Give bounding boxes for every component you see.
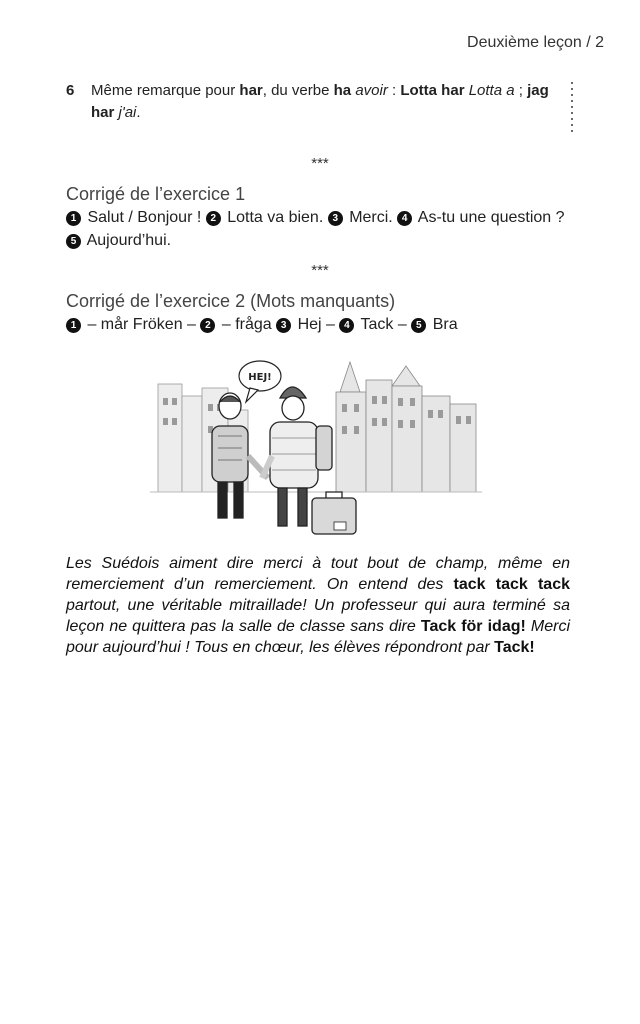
number-badge: 2 — [200, 318, 215, 333]
number-badge: 3 — [328, 211, 343, 226]
number-badge: 5 — [411, 318, 426, 333]
number-badge: 5 — [66, 234, 81, 249]
exercise1-answers-line2 — [66, 232, 171, 250]
answer-text: Lotta va bien. — [227, 209, 324, 226]
paragraph-text: Les Suédois aiment dire merci à tout bout de champ, même en remerciement d’un remerciement. On entend des — [66, 555, 570, 593]
answer-text: – fråga — [221, 316, 272, 333]
number-badge: 1 — [66, 318, 81, 333]
separator-stars: *** — [311, 155, 329, 172]
number-badge: 2 — [206, 211, 221, 226]
number-badge: 3 — [276, 318, 291, 333]
answer-3 — [328, 209, 393, 226]
suitcase — [312, 492, 356, 534]
note-text-part: , du verbe — [262, 82, 334, 99]
number-badge: 4 — [339, 318, 354, 333]
separator-stars: *** — [311, 262, 329, 279]
note-text — [91, 80, 566, 124]
note-text-part: : — [387, 82, 401, 99]
note-text-part: Même remarque pour — [91, 82, 240, 99]
exercise1-title: Corrigé de l’exercice 1 — [66, 184, 246, 204]
answer-text: As-tu une question ? — [417, 209, 565, 226]
note-bold-ha: ha — [333, 82, 352, 99]
note-number: 6 — [66, 82, 75, 99]
answer-2 — [206, 209, 324, 226]
answer-4 — [339, 316, 406, 333]
paragraph-bold-tack: Tack! — [494, 639, 535, 656]
speech-text: HEJ! — [248, 372, 272, 383]
answer-4 — [397, 209, 564, 226]
answer-2 — [200, 316, 271, 333]
note-6 — [66, 80, 566, 124]
paragraph-bold-tack-tack-tack: tack tack tack — [453, 576, 570, 593]
answer-1 — [66, 209, 201, 226]
dotted-margin-rule — [571, 80, 573, 136]
left-person — [212, 393, 268, 518]
number-badge: 4 — [397, 211, 412, 226]
note-italic-avoir: avoir — [355, 82, 388, 99]
exercise2-title: Corrigé de l’exercice 2 (Mots manquants) — [66, 291, 396, 311]
paragraph-text: Merci pour aujourd’hui ! Tous en chœur, les élèves répondront par — [66, 618, 571, 656]
answer-text: Bra — [432, 316, 458, 333]
note-italic-lotta-a: Lotta a — [468, 82, 515, 99]
answer-text: Aujourd’hui. — [86, 232, 172, 249]
answer-text: Salut / Bonjour ! — [87, 209, 202, 226]
note-italic-jai: j'ai — [118, 104, 137, 121]
running-header: Deuxième leçon / 2 — [467, 34, 604, 51]
number-badge: 1 — [66, 211, 81, 226]
exercise1-answers-line1 — [66, 209, 565, 227]
illustration-handshake — [150, 352, 482, 544]
answer-5 — [66, 232, 171, 249]
paragraph-text: partout, une véritable mitraillade! Un professeur qui aura terminé sa leçon ne quittera pas la salle de classe sans dire — [66, 597, 570, 635]
answer-text: – mår Fröken – — [87, 316, 196, 333]
cultural-note-paragraph — [66, 553, 570, 658]
note-bold-lotta-har: Lotta har — [400, 82, 465, 99]
note-text-part: ; — [514, 82, 528, 99]
note-bold-har: har — [239, 82, 263, 99]
note-text-part: . — [136, 104, 141, 121]
exercise2-answers — [66, 316, 458, 334]
answer-3 — [276, 316, 335, 333]
paragraph-bold-tack-for-idag: Tack för idag! — [420, 618, 526, 635]
note-bold-jag-har: jag har — [91, 82, 549, 121]
answer-text: Merci. — [349, 209, 393, 226]
answer-text: Hej – — [297, 316, 335, 333]
answer-text: Tack – — [360, 316, 407, 333]
answer-5 — [411, 316, 457, 333]
answer-1 — [66, 316, 196, 333]
